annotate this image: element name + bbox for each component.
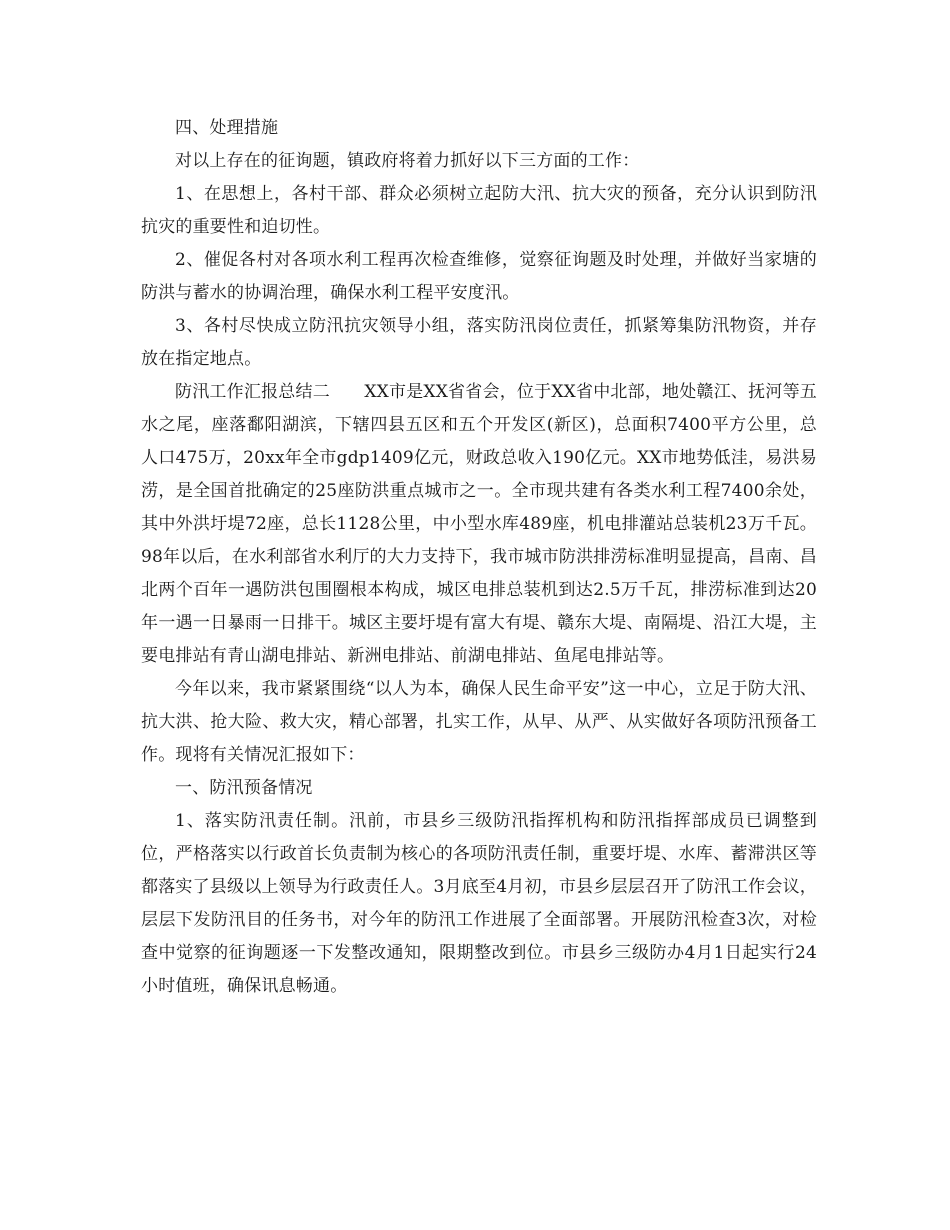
section-heading-measures: 四、处理措施 [175,118,279,138]
paragraph-item-2: 2、催促各村对各项水利工程再次检查维修，觉察征询题及时处理，并做好当家塘的防洪与蓄水的协调治理，确保水利工程平安度汛。 [141,250,817,303]
document-body [141,112,817,1003]
paragraph-report-two: 防汛工作汇报总结二 XX市是XX省省会，位于XX省中北部，地处赣江、抚河等五水之尾，座落鄱阳湖滨，下辖四县五区和五个开发区(新区)，总面积7400平方公里，总人口475万，20xx年全市gdp1409亿元，财政总收入190亿元。XX市地势低洼，易洪易涝，是全国首批确定的25座防洪重点城市之一。全市现共建有各类水利工程7400余处，其中外洪圩堤72座，总长1128公里，中小型水库489座，机电排灌站总装机23万千瓦。98年以后，在水利部省水利厅的大力支持下，我市城市防洪排涝标准明显提高，昌南、昌北两个百年一遇防洪包围圈根本构成，城区电排总装机到达2.5万千瓦，排涝标准到达20年一遇一日暴雨一日排干。城区主要圩堤有富大有堤、赣东大堤、南隔堤、沿江大堤，主要电排站有青山湖电排站、新洲电排站、前湖电排站、鱼尾电排站等。 [141,382,817,666]
paragraph-responsibility: 1、落实防汛责任制。汛前，市县乡三级防汛指挥机构和防汛指挥部成员已调整到位，严格落实以行政首长负责制为核心的各项防汛责任制，重要圩堤、水库、蓄滞洪区等都落实了县级以上领导为行政责任人。3月底至4月初，市县乡层层召开了防汛工作会议，层层下发防汛目的任务书，对今年的防汛工作进展了全面部署。开展防汛检查3次，对检查中觉察的征询题逐一下发整改通知，限期整改到位。市县乡三级防办4月1日起实行24小时值班，确保讯息畅通。 [141,811,817,996]
paragraph-intro: 对以上存在的征询题，镇政府将着力抓好以下三方面的工作： [175,151,640,171]
paragraph-item-3: 3、各村尽快成立防汛抗灾领导小组，落实防汛岗位责任，抓紧筹集防汛物资，并存放在指定地点。 [141,316,817,369]
paragraph-this-year: 今年以来，我市紧紧围绕“以人为本，确保人民生命平安”这一中心，立足于防大汛、抗大洪、抢大险、救大灾，精心部署，扎实工作，从早、从严、从实做好各项防汛预备工作。现将有关情况汇报如下： [141,679,817,765]
section-heading-preparation: 一、防汛预备情况 [175,778,313,798]
paragraph-item-1: 1、在思想上，各村干部、群众必须树立起防大汛、抗大灾的预备，充分认识到防汛抗灾的重要性和迫切性。 [141,184,817,237]
